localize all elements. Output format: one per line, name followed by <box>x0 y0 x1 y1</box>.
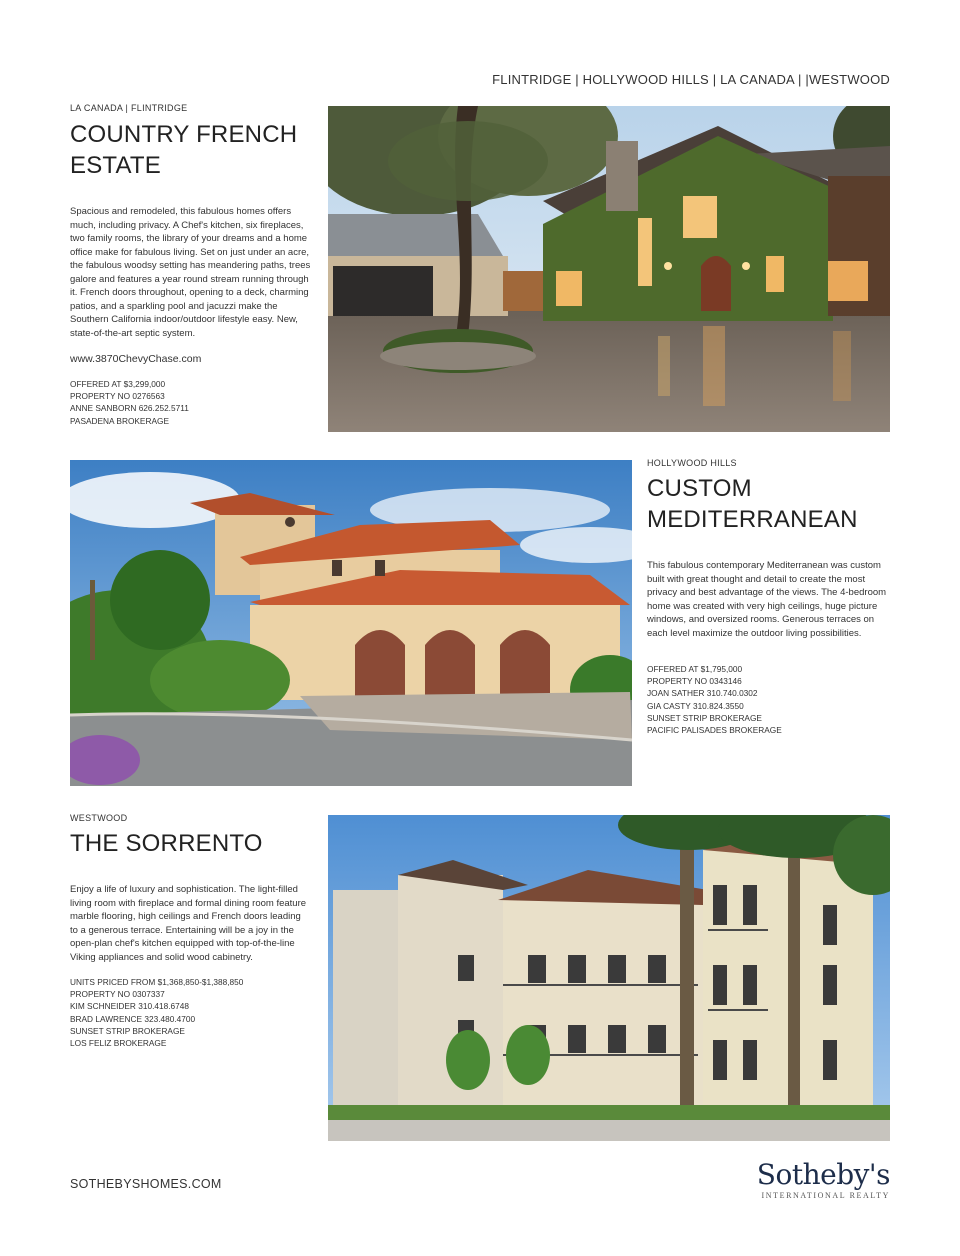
listing-3-property-no: PROPERTY NO 0307337 <box>70 989 165 1000</box>
listing-2-photo <box>70 460 632 786</box>
listing-1-website-link[interactable]: www.3870ChevyChase.com <box>70 353 202 365</box>
region-nav: FLINTRIDGE | HOLLYWOOD HILLS | LA CANADA | |WESTWOOD <box>492 72 890 87</box>
listing-2-location: HOLLYWOOD HILLS <box>647 458 737 468</box>
listing-3-agent-1: KIM SCHNEIDER 310.418.6748 <box>70 1001 189 1012</box>
listing-3-brokerage-1: SUNSET STRIP BROKERAGE <box>70 1025 185 1036</box>
listing-1-details <box>70 378 189 427</box>
listing-3-description: Enjoy a life of luxury and sophistication. The light-filled living room with fireplace and formal dining room feature marble flooring, high ceilings and French doors leading to a generous terrace. Entertaining will be a joy in the open-plan chef's kitchen equipped with top-of-the-line Viking appliances and solid wood cabinetry. <box>70 884 307 963</box>
listing-1-title-line1: COUNTRY FRENCH <box>70 121 298 148</box>
listing-1-agent: ANNE SANBORN 626.252.5711 <box>70 403 189 414</box>
logo-tagline: INTERNATIONAL REALTY <box>761 1191 890 1200</box>
logo-wordmark: Sotheby's <box>756 1158 890 1191</box>
listing-2-title-line2: MEDITERRANEAN <box>647 506 858 533</box>
listing-3-title: THE SORRENTO <box>70 830 263 857</box>
listing-3-agent-2: BRAD LAWRENCE 323.480.4700 <box>70 1013 196 1024</box>
listing-2-price: OFFERED AT $1,795,000 <box>647 664 743 674</box>
listing-1-location: LA CANADA | FLINTRIDGE <box>70 103 188 113</box>
listing-3-brokerage-2: LOS FELIZ BROKERAGE <box>70 1038 167 1049</box>
listing-2-property-no: PROPERTY NO 0343146 <box>647 676 742 687</box>
listing-1-property-no: PROPERTY NO 0276563 <box>70 391 165 402</box>
listing-3-photo <box>328 815 890 1141</box>
listing-1-price: OFFERED AT $3,299,000 <box>70 379 166 389</box>
listing-1-title <box>70 119 297 181</box>
listing-2-details <box>647 663 782 736</box>
listing-1-photo <box>328 106 890 432</box>
listing-2-agent-2: GIA CASTY 310.824.3550 <box>647 700 744 711</box>
listing-2-title <box>647 473 858 535</box>
listing-2-agent-1: JOAN SATHER 310.740.0302 <box>647 688 758 699</box>
listing-2-brokerage-2: PACIFIC PALISADES BROKERAGE <box>647 725 782 736</box>
listing-3-details <box>70 976 243 1049</box>
listing-1-description: Spacious and remodeled, this fabulous homes offers much, including privacy. A Chef's kitchen, six fireplaces, two family rooms, the library of your dreams and a home office make for fabulous living. Set on just under an acre, the fabulous woodsy setting has meandering paths, trees galore and features a year round stream running through it. French doors throughout, opening to a deck, charming patios, and a sparkling pool and jacuzzi make the Southern California indoor/outdoor lifestyle easy. New, state-of-the-art septic system. <box>70 206 311 339</box>
listing-2-brokerage-1: SUNSET STRIP BROKERAGE <box>647 712 762 723</box>
listing-3-location: WESTWOOD <box>70 813 128 823</box>
listing-2-description: This fabulous contemporary Mediterranean was custom built with great thought and detail to create the most privacy and best advantage of the views. The 4-bedroom home was created with very high ceilings, huge picture windows, and oversized rooms. Generous terraces on each level maximize the outdoor living possibilities. <box>647 560 887 639</box>
listing-3-price: UNITS PRICED FROM $1,368,850-$1,388,850 <box>70 977 244 987</box>
listing-2-title-line1: CUSTOM <box>647 475 752 502</box>
sothebys-logo <box>757 1158 890 1200</box>
footer-website-link[interactable]: SOTHEBYSHOMES.COM <box>70 1177 222 1191</box>
listing-1-brokerage: PASADENA BROKERAGE <box>70 415 169 426</box>
listing-1-title-line2: ESTATE <box>70 152 161 179</box>
